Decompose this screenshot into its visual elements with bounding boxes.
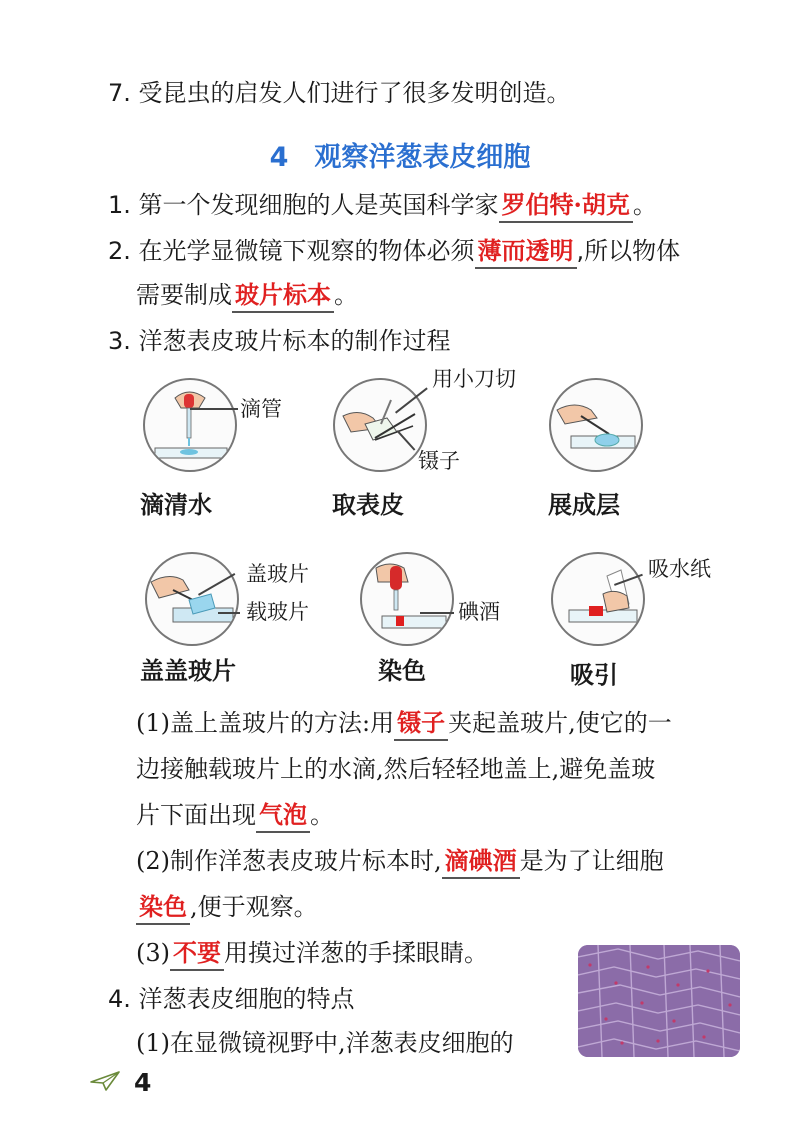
step-drip-water-illustration	[143, 378, 237, 472]
section-title-text: 观察洋葱表皮细胞	[314, 142, 531, 173]
question-1	[108, 188, 657, 222]
cover-slip-label: 盖玻片	[246, 562, 309, 586]
question-4-sub-1	[136, 1026, 514, 1060]
sub-3	[136, 936, 488, 970]
step-cover-slip-caption: 盖盖玻片	[140, 657, 236, 685]
page-footer	[90, 1068, 151, 1098]
sub-text: 是为了让细胞	[519, 847, 664, 875]
step-spread-layer-caption: 展成层	[548, 491, 620, 519]
item-7	[108, 76, 571, 110]
sub-text: 片下面出现	[136, 801, 256, 829]
section-number: 4	[269, 142, 289, 173]
leader-line	[420, 612, 454, 614]
punctuation: 。	[632, 191, 657, 219]
leader-line	[190, 408, 238, 410]
step-drip-water-caption: 滴清水	[140, 491, 212, 519]
question-number: 4.	[108, 985, 131, 1013]
question-text: ,所以物体	[576, 237, 681, 265]
sub-text: (3)	[136, 939, 170, 967]
answer-blank: 滴碘酒	[442, 846, 520, 879]
sub-text: (2)制作洋葱表皮玻片标本时,	[136, 847, 442, 875]
step-take-epidermis-illustration	[333, 378, 427, 472]
step-stain-caption: 染色	[378, 657, 426, 685]
sub-2-line-1	[136, 844, 664, 878]
question-number: 1.	[108, 191, 131, 219]
step-absorb-illustration	[551, 552, 645, 646]
sub-text: 边接触载玻片上的水滴,然后轻轻地盖上,避免盖玻	[136, 755, 656, 783]
iodine-label: 碘酒	[458, 600, 500, 624]
question-text: 洋葱表皮细胞的特点	[138, 985, 355, 1013]
question-4	[108, 982, 355, 1016]
question-number: 2.	[108, 237, 131, 265]
question-3	[108, 324, 451, 358]
question-text: 在光学显微镜下观察的物体必须	[138, 237, 475, 265]
punctuation: 。	[334, 281, 358, 309]
question-2-line-1	[108, 234, 680, 268]
sub-1-line-2	[136, 752, 655, 786]
onion-cell-micrograph	[578, 945, 740, 1057]
answer-blank: 镊子	[394, 708, 448, 741]
step-cover-slip-illustration	[145, 552, 239, 646]
answer-blank: 气泡	[256, 800, 310, 833]
answer-blank: 染色	[136, 892, 190, 925]
question-number: 3.	[108, 327, 131, 355]
dropper-label: 滴管	[240, 397, 282, 421]
answer-blank: 薄而透明	[475, 236, 577, 269]
sub-1-line-3	[136, 798, 334, 832]
question-text: 洋葱表皮玻片标本的制作过程	[138, 327, 451, 355]
step-spread-layer-illustration	[549, 378, 643, 472]
step-stain-illustration	[360, 552, 454, 646]
answer-blank: 不要	[170, 938, 224, 971]
step-absorb-caption: 吸引	[570, 661, 618, 689]
sub-1-line-1	[136, 706, 672, 740]
slide-label: 载玻片	[246, 600, 309, 624]
step-take-epidermis-caption: 取表皮	[332, 491, 404, 519]
question-2-line-2	[136, 278, 358, 312]
sub-text: ,便于观察。	[190, 893, 318, 921]
leader-line	[218, 612, 240, 614]
section-title	[0, 140, 800, 176]
sub-text: 夹起盖玻片,使它的一	[448, 709, 672, 737]
blotting-paper-label: 吸水纸	[648, 557, 711, 581]
knife-label: 用小刀切	[432, 367, 516, 391]
sub-2-line-2	[136, 890, 318, 924]
sub-text: (1)在显微镜视野中,洋葱表皮细胞的	[136, 1029, 514, 1057]
page-number: 4	[134, 1068, 152, 1097]
item-text: 受昆虫的启发人们进行了很多发明创造。	[138, 79, 571, 107]
tweezers-label: 镊子	[418, 449, 460, 473]
question-text: 需要制成	[136, 281, 232, 309]
paper-plane-icon	[90, 1070, 120, 1096]
answer-blank: 玻片标本	[232, 280, 334, 313]
question-text: 第一个发现细胞的人是英国科学家	[138, 191, 499, 219]
punctuation: 。	[310, 801, 334, 829]
answer-blank: 罗伯特·胡克	[499, 190, 633, 223]
item-number: 7.	[108, 79, 131, 107]
sub-text: 用摸过洋葱的手揉眼睛。	[224, 939, 488, 967]
sub-text: (1)盖上盖玻片的方法:用	[136, 709, 395, 737]
